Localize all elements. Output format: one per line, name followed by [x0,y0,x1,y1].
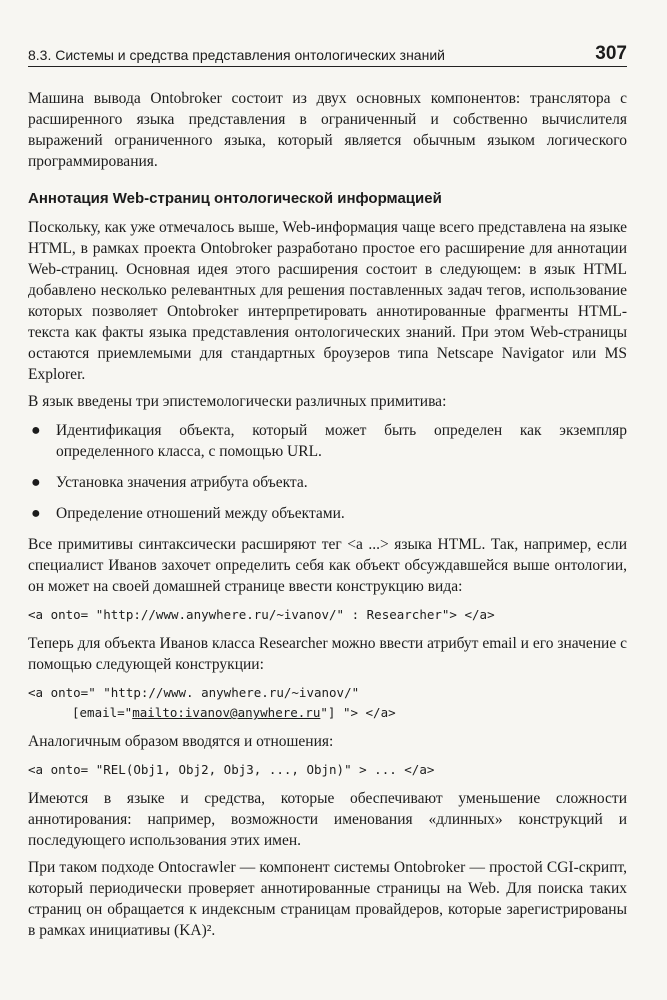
paragraph-html-extension: Поскольку, как уже отмечалось выше, Web-информация чаще всего представлена на языке HTML, в рамках проекта Ontobroker разработано простое его расширение для аннотации Web-страниц. Основная идея этого расширения состоит в следующем: в язык HTML добавлено несколько релевантных для решения поставленных задач тегов, использование которых позволяет Ontobroker интерпретировать аннотированные фрагменты HTML-текста как факты языка представления онтологических знаний. При этом Web-страницы остаются приемлемыми для стандартных броузеров типа Netscape Navigator или MS Explorer. [28,219,627,383]
list-item-text: Определение отношений между объектами. [56,505,345,522]
bullet-icon: ● [31,474,41,491]
primitives-list [28,420,627,524]
section-heading: Аннотация Web-страниц онтологической информацией [28,190,442,207]
code-line-indented [28,705,396,720]
paragraph-primitives-intro: В язык введены три эпистемологически различных примитива: [28,393,447,410]
list-item-text: Идентификация объекта, который может быть определен как экземпляр определенного класса, с помощью URL. [56,422,627,460]
code-fragment: [email=" [72,705,133,720]
paragraph-inference-engine: Машина вывода Ontobroker состоит из двух основных компонентов: транслятора с расширенного языка представления в ограниченный и собственно вычислителя выражений ограниченного языка, который является обычным языком логического программирования. [28,90,627,170]
bullet-icon: ● [31,505,41,522]
page-body [28,88,627,941]
list-item [28,420,627,462]
paragraph-naming: Имеются в языке и средства, которые обеспечивают уменьшение сложности аннотирования: например, возможности именования «длинных» конструкций и последующего использования этих имен. [28,790,627,849]
bullet-icon: ● [31,422,41,439]
mailto-link[interactable]: mailto:ivanov@anywhere.ru [132,705,321,720]
paragraph-tag-extension: Все примитивы синтаксически расширяют тег <a ...> языка HTML. Так, например, если специалист Иванов захочет определить себя как объект обсуждавшейся выше онтологии, он может на своей домашней странице ввести конструкцию вида: [28,536,627,595]
code-example-attribute [28,683,627,723]
paragraph-ontocrawler: При таком подходе Ontocrawler — компонент системы Ontobroker — простой CGI-скрипт, который периодически проверяет аннотированные страницы на Web. Для поиска таких страниц он обращается к индексным страницам провайдеров, которые зарегистрированы в рамках инициативы (KA)². [28,859,627,939]
list-item [28,503,627,524]
paragraph-relations: Аналогичным образом вводятся и отношения: [28,733,334,750]
code-example-object: <a onto= "http://www.anywhere.ru/~ivanov/" : Researcher"> </a> [28,607,495,622]
paragraph-attribute: Теперь для объекта Иванов класса Researcher можно ввести атрибут email и его значение с помощью следующей конструкции: [28,635,627,673]
code-example-relation: <a onto= "REL(Obj1, Obj2, Obj3, ..., Objn)" > ... </a> [28,762,435,777]
page-header [28,44,627,67]
code-line: <a onto=" "http://www. anywhere.ru/~ivanov/" [28,685,360,700]
list-item-text: Установка значения атрибута объекта. [56,474,308,491]
page-number: 307 [595,43,627,64]
code-fragment: "] "> </a> [320,705,396,720]
running-head: 8.3. Системы и средства представления онтологических знаний [28,47,445,63]
list-item [28,472,627,493]
